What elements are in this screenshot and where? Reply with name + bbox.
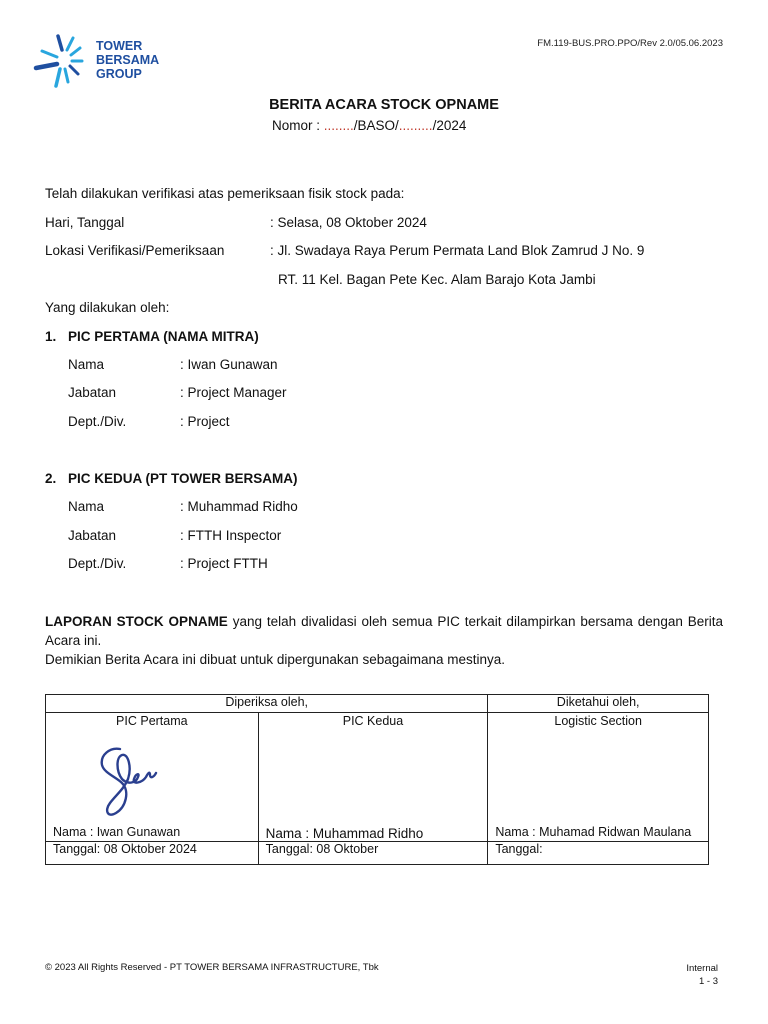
handwritten-signature-icon [92, 743, 172, 827]
laporan-bold-text: LAPORAN STOCK OPNAME [45, 614, 228, 629]
signature-table [45, 694, 709, 865]
pic1-nama-label: Nama [68, 357, 105, 372]
laporan-rest-text: yang telah divalidasi oleh semua PIC terkait dilampirkan bersama dengan Berita Acara ini. [45, 614, 724, 648]
logo-line-bersama: BERSAMA [96, 53, 160, 67]
signature-header-row [46, 695, 709, 713]
form-number: FM.119-BUS.PRO.PPO/Rev 2.0/05.06.2023 [537, 38, 723, 49]
pic2-jabatan-value: : FTTH Inspector [180, 528, 282, 543]
role-pic-kedua: PIC Kedua [342, 714, 404, 728]
pic1-dept-value: : Project [180, 414, 230, 429]
role-pic-pertama: PIC Pertama [116, 714, 188, 728]
company-logo [32, 30, 172, 92]
name-pic1: Nama : Iwan Gunawan [53, 825, 181, 839]
lokasi-label: Lokasi Verifikasi/Pemeriksaan [45, 243, 225, 258]
hari-label: Hari, Tanggal [45, 215, 125, 230]
nomor-code: /BASO/ [353, 118, 399, 133]
hari-value: : Selasa, 08 Oktober 2024 [270, 215, 427, 230]
pic2-nama-value: : Muhammad Ridho [180, 499, 298, 514]
footer-copyright: © 2023 All Rights Reserved - PT TOWER BERSAMA INFRASTRUCTURE, Tbk [45, 962, 379, 973]
name-pic2: Nama : Muhammad Ridho [265, 826, 424, 841]
pic2-jabatan-label: Jabatan [68, 528, 117, 543]
nomor-blank-2: ......... [398, 118, 433, 133]
nomor-year: /2024 [432, 118, 467, 133]
date-pic1: Tanggal: 08 Oktober 2024 [46, 842, 259, 865]
signature-cell-logistic [488, 713, 709, 842]
footer-right [686, 962, 718, 988]
pic2-dept-label: Dept./Div. [68, 556, 127, 571]
signature-row [46, 713, 709, 842]
intro-text: Telah dilakukan verifikasi atas pemeriksaan fisik stock pada: [45, 186, 405, 201]
pic1-jabatan-label: Jabatan [68, 385, 117, 400]
pic2-heading: PIC KEDUA (PT TOWER BERSAMA) [68, 471, 298, 486]
role-logistic-section: Logistic Section [554, 714, 642, 728]
nomor-label: Nomor : [272, 118, 324, 133]
document-title: BERITA ACARA STOCK OPNAME [269, 97, 499, 113]
signature-cell-pic2 [258, 713, 488, 842]
pic1-dept-label: Dept./Div. [68, 414, 127, 429]
logo-line-group: GROUP [96, 67, 142, 81]
logo-line-tower: TOWER [96, 39, 143, 53]
pic1-heading: PIC PERTAMA (NAMA MITRA) [68, 329, 259, 344]
pic1-nama-value: : Iwan Gunawan [180, 357, 278, 372]
dilakukan-oleh-text: Yang dilakukan oleh: [45, 300, 170, 315]
nomor-blank-1: ........ [323, 118, 354, 133]
pic2-number: 2. [45, 471, 57, 486]
lokasi-value-line1: : Jl. Swadaya Raya Perum Permata Land Blok Zamrud J No. 9 [270, 243, 645, 258]
diketahui-header: Diketahui oleh, [488, 695, 709, 713]
footer-page-number: 1 - 3 [698, 976, 718, 987]
document-number [272, 118, 466, 133]
lokasi-value-line2: RT. 11 Kel. Bagan Pete Kec. Alam Barajo Kota Jambi [278, 272, 596, 287]
diperiksa-header: Diperiksa oleh, [46, 695, 488, 713]
date-row [46, 842, 709, 865]
signature-cell-pic1 [46, 713, 259, 842]
closing-paragraph: Demikian Berita Acara ini dibuat untuk dipergunakan sebagaimana mestinya. [45, 652, 506, 667]
pic2-nama-label: Nama [68, 499, 105, 514]
laporan-paragraph [45, 612, 723, 650]
pic1-jabatan-value: : Project Manager [180, 385, 287, 400]
pic2-dept-value: : Project FTTH [180, 556, 268, 571]
footer-classification: Internal [686, 963, 718, 974]
date-pic2: Tanggal: 08 Oktober [258, 842, 488, 865]
logo-wordmark [96, 39, 159, 81]
pic1-number: 1. [45, 329, 57, 344]
tower-bersama-logo-icon [32, 30, 94, 92]
date-logistic: Tanggal: [488, 842, 709, 865]
name-logistic: Nama : Muhamad Ridwan Maulana [495, 825, 692, 839]
